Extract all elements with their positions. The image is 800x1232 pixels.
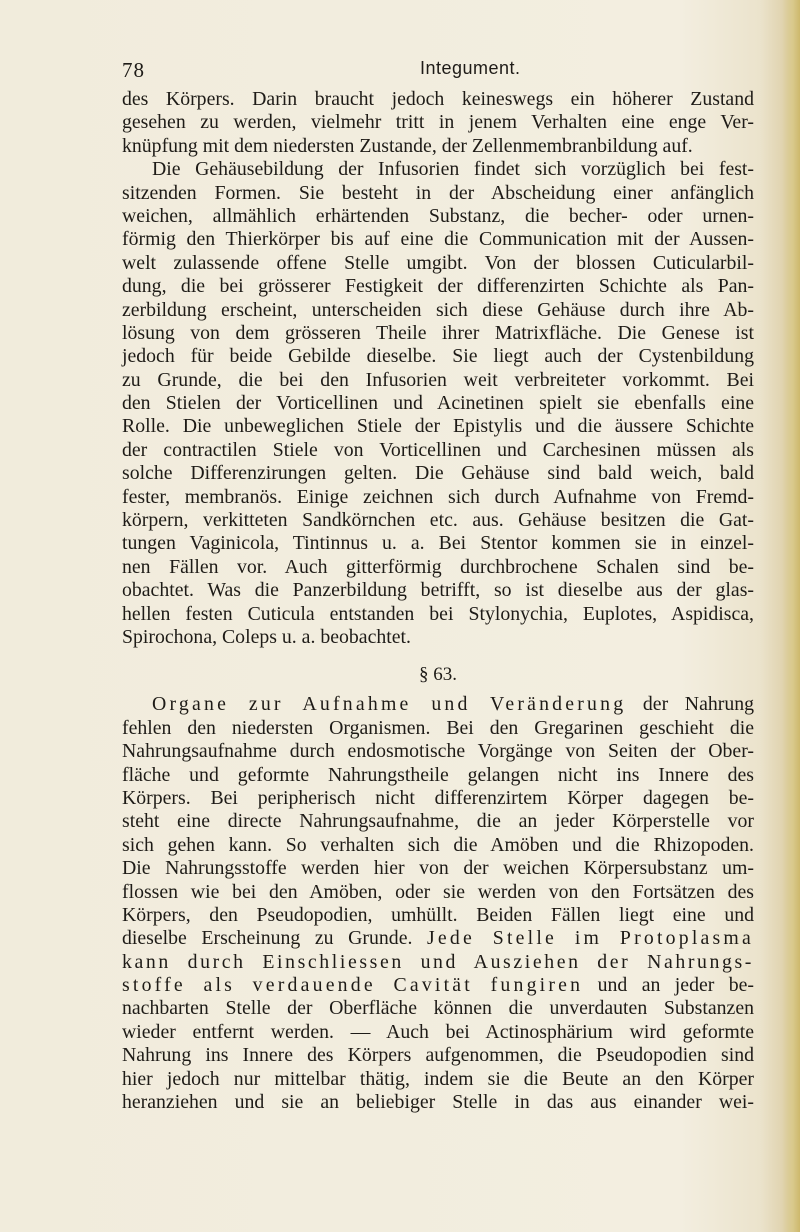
text-line: förmig den Thierkörper bis auf eine die Communication mit der Aussen- [122,228,754,251]
text-line: nachbarten Stelle der Oberfläche können die unverdauten Substanzen [122,997,754,1020]
text-line: Nahrung ins Innere des Körpers aufgenommen, die Pseudopodien sind [122,1044,754,1067]
text-line: obachtet. Was die Panzerbildung betrifft, so ist dieselbe aus der glas- [122,579,754,602]
text-line: den Stielen der Vorticellinen und Acinetinen spielt sie ebenfalls eine [122,392,754,415]
running-title: Integument. [420,58,521,78]
text-line [122,693,754,716]
text-line: Körpers. Bei peripherisch nicht differenzirtem Körper dagegen be- [122,786,754,809]
text-line [122,974,754,997]
text-line: körpern, verkitteten Sandkörnchen etc. aus. Gehäuse besitzen die Gat- [122,509,754,532]
text-line: fester, membranös. Einige zeichnen sich durch Aufnahme von Fremd- [122,485,754,508]
text-line: der contractilen Stiele von Vorticellinen und Carchesinen müssen als [122,438,754,461]
spaced-phrase: Organe zur Aufnahme und Veränderung [152,693,627,716]
text-line: dung, die bei grösserer Festigkeit der differenzirten Schichte als Pan- [122,275,754,298]
text-line: Die Nahrungsstoffe werden hier von der weichen Körpersubstanz um- [122,857,754,880]
text-line: flossen wie bei den Amöben, oder sie werden von den Fortsätzen des [122,880,754,903]
line-rest: der Nahrung [626,693,754,716]
text-line [122,927,754,950]
text-line: kann durch Einschliessen und Ausziehen der Nahrungs- [122,950,754,973]
text-line: steht eine directe Nahrungsaufnahme, die an jeder Körperstelle vor [122,810,754,833]
text-line: weichen, allmählich erhärtenden Substanz, die becher- oder urnen- [122,204,754,227]
text-line: des Körpers. Darin braucht jedoch keineswegs ein höherer Zustand [122,88,754,110]
text-line: heranziehen und sie an beliebiger Stelle in das aus einander wei- [122,1091,754,1114]
text-line: hier jedoch nur mittelbar thätig, indem sie die Beute an den Körper [122,1067,754,1090]
text-line: Spirochona, Coleps u. a. beobachtet. [122,625,411,648]
page-header [0,58,800,88]
text-line: Körpers, den Pseudopodien, umhüllt. Beiden Fällen liegt eine und [122,903,754,926]
text-line: sich gehen kann. So verhalten sich die Amöben und die Rhizopoden. [122,833,754,856]
text-line: Nahrungsaufnahme durch endosmotische Vorgänge von Seiten der Ober- [122,740,754,763]
section-heading: § 63. [419,664,457,686]
text-line: wieder entfernt werden. — Auch bei Actinosphärium wird geformte [122,1020,754,1043]
text-line: fehlen den niedersten Organismen. Bei den Gregarinen geschieht die [122,716,754,739]
text-line: gesehen zu werden, vielmehr tritt in jenem Verhalten eine enge Ver- [122,111,754,134]
text-line: fläche und geformte Nahrungstheile gelangen nicht ins Innere des [122,763,754,786]
text-line: Rolle. Die unbeweglichen Stiele der Epistylis und die äussere Schichte [122,415,754,438]
text-line: welt zulassende offene Stelle umgibt. Von der blossen Cuticularbil- [122,251,754,274]
spaced-phrase: Jede Stelle im Protoplasma [427,927,754,950]
page-edge [782,0,800,1232]
text-line: sitzenden Formen. Sie besteht in der Abscheidung einer anfänglich [122,181,754,204]
page-number: 78 [122,58,145,82]
text-line: knüpfung mit dem niedersten Zustande, der Zellenmembranbildung auf. [122,134,693,157]
body-text [122,88,754,1114]
text-line: zerbildung erscheint, unterscheiden sich diese Gehäuse durch ihre Ab- [122,298,754,321]
line-start: dieselbe Erscheinung zu Grunde. [122,927,428,950]
text-line: zu Grunde, die bei den Infusorien weit verbreiteter vorkommt. Bei [122,368,754,391]
spaced-phrase: stoffe als verdauende Cavität fungiren [122,974,584,997]
text-line: solche Differenzirungen gelten. Die Gehäuse sind bald weich, bald [122,462,754,485]
text-line: Die Gehäusebildung der Infusorien findet sich vorzüglich bei fest- [152,158,754,181]
text-line: tungen Vaginicola, Tintinnus u. a. Bei Stentor kommen sie in einzel- [122,532,754,555]
text-line: hellen festen Cuticula entstanden bei Stylonychia, Euplotes, Aspidisca, [122,602,754,625]
text-line: nen Fällen vor. Auch gitterförmig durchbrochene Schalen sind be- [122,555,754,578]
line-rest: und an jeder be- [583,974,755,997]
text-line: lösung von dem grösseren Theile ihrer Matrixfläche. Die Genese ist [122,321,754,344]
text-line: jedoch für beide Gebilde dieselbe. Sie liegt auch der Cystenbildung [122,345,754,368]
